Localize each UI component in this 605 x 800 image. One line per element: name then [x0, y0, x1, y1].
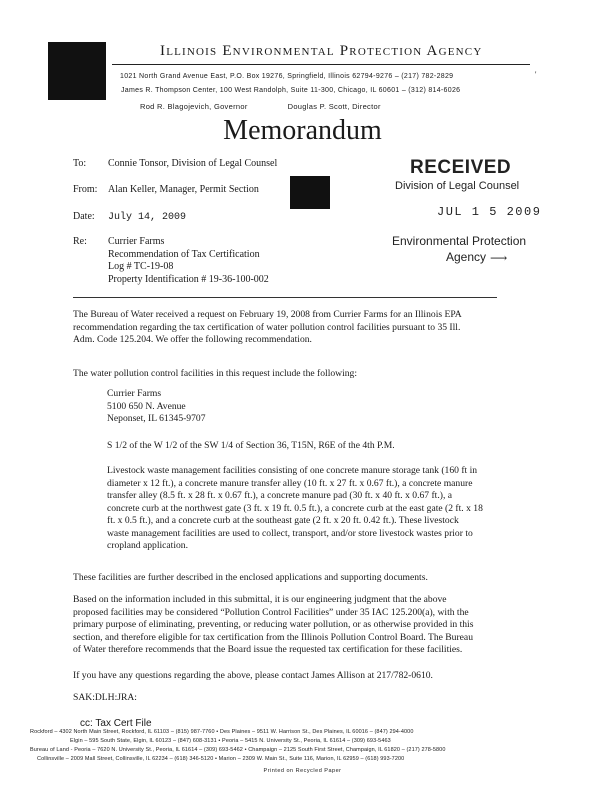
margin-mark: ': [535, 70, 537, 79]
date-label: Date:: [73, 211, 95, 222]
received-stamp-division: Division of Legal Counsel: [395, 180, 520, 192]
facility-address: [107, 388, 206, 426]
facilities-intro: The water pollution control facilities in this request include the following:: [73, 368, 358, 379]
footer-offices-line: Rockford – 4302 North Main Street, Rockford, IL 61103 – (815) 987-7760 • Des Plaines – 9511 W. Harrison St., Des Plaines, IL 60016 – (847) 294-4000: [30, 729, 414, 735]
paragraph-line: cropland application.: [107, 540, 188, 551]
paragraph-line: Livestock waste management facilities consisting of one concrete manure storage tank (160 ft in: [107, 465, 478, 476]
agency-name: Illinois Environmental Protection Agency: [160, 43, 483, 59]
re-subject: [108, 236, 269, 286]
footer-offices-line: Bureau of Land - Peoria – 7620 N. University St., Peoria, IL 61614 – (309) 693-5462 • Champaign – 2125 South First Street, Champaign, IL 61820 – (217) 278-5800: [30, 747, 446, 753]
header-divider: [73, 297, 497, 298]
re-line: Property Identification # 19-36-100-002: [108, 273, 269, 285]
received-stamp-agency-1: Environmental Protection: [392, 234, 527, 248]
contact-paragraph: If you have any questions regarding the above, please contact James Allison at 217/782-0610.: [73, 670, 433, 681]
director-name: Douglas P. Scott, Director: [287, 102, 381, 111]
from-value: Alan Keller, Manager, Permit Section: [108, 184, 259, 195]
address-line: 5100 650 N. Avenue: [107, 400, 186, 412]
letterhead-rule: [112, 64, 530, 65]
paragraph-line: proposed facilities may be considered “Pollution Control Facilities” under 35 IAC 125.200(a), with the: [73, 606, 469, 618]
footer-offices-line: Collinsville – 2009 Mall Street, Collinsville, IL 62234 – (618) 346-5120 • Marion – 2309 W. Main St., Suite 116, Marion, IL 62959 – (618) 993-7200: [37, 756, 405, 762]
re-line: Recommendation of Tax Certification: [108, 248, 260, 260]
reference-initials: SAK:DLH:JRA:: [73, 692, 137, 703]
chicago-address: James R. Thompson Center, 100 West Randolph, Suite 11-300, Chicago, IL 60601 – (312) 814-6026: [121, 87, 461, 94]
recycled-paper-note: Printed on Recycled Paper: [263, 768, 342, 774]
springfield-address: 1021 North Grand Avenue East, P.O. Box 19276, Springfield, Illinois 62794-9276 – (217) 782-2829: [120, 73, 454, 80]
paragraph-line: of Water therefore recommends that the Board issue the requested tax certification for these facilities.: [73, 644, 463, 655]
footer-offices-line: Elgin – 595 South State, Elgin, IL 60123 – (847) 608-3131 • Peoria – 5415 N. University St., Peoria, IL 61614 – (309) 693-5463: [70, 738, 391, 744]
intro-paragraph: [73, 309, 462, 347]
received-stamp-date: JUL 1 5 2009: [437, 205, 542, 219]
facilities-description: [107, 465, 483, 553]
date-value: July 14, 2009: [108, 212, 187, 223]
recommendation-paragraph: [73, 594, 473, 657]
stamp-arrow-icon: ⟶: [490, 251, 508, 265]
agency-logo: [48, 42, 106, 100]
supporting-docs-paragraph: These facilities are further described in the enclosed applications and supporting documents.: [73, 572, 428, 583]
paragraph-line: Adm. Code 125.204. We offer the following recommendation.: [73, 334, 312, 345]
paragraph-line: recommendation regarding the tax certification of water pollution control facilities pursuant to 35 Ill.: [73, 321, 461, 333]
paragraph-line: ft. x 0.5 ft.), and a concrete curb at the southeast gate (2 ft. x 20 ft. 0.42 ft.). These livestock: [107, 515, 459, 526]
paragraph-line: concrete curb at the northwest gate (3 ft. x 19 ft. 0.5 ft.), a concrete curb at the east gate (2 ft. x 18: [107, 502, 483, 514]
address-line: Neponset, IL 61345-9707: [107, 413, 206, 424]
governor-name: Rod R. Blagojevich, Governor: [140, 102, 248, 111]
cc-line: cc: Tax Cert File: [80, 718, 152, 729]
received-stamp-agency-2: Agency: [446, 250, 487, 264]
address-line: Currier Farms: [107, 388, 162, 399]
re-label: Re:: [73, 236, 87, 247]
from-label: From:: [73, 184, 98, 195]
paragraph-line: transfer alley (8.5 ft. x 28 ft. x 0.67 ft.), a concrete manure pad (30 ft. x 40 ft. x 0.67 ft.), a: [107, 490, 452, 501]
paragraph-line: section, and therefore eligible for tax certification from the Illinois Pollution Control Board. The Bureau: [73, 631, 473, 643]
paragraph-line: Based on the information included in this submittal, it is our engineering judgment that the above: [73, 594, 447, 605]
to-label: To:: [73, 158, 87, 169]
re-line: Log # TC-19-08: [108, 261, 174, 272]
paragraph-line: diameter x 12 ft.), a concrete manure transfer alley (10 ft. x 27 ft. x 0.67 ft.), a concrete manure: [107, 477, 473, 489]
redaction-box: [290, 176, 330, 209]
paragraph-line: The Bureau of Water received a request on February 19, 2008 from Currier Farms for an Illinois EPA: [73, 309, 462, 320]
legal-description: S 1/2 of the W 1/2 of the SW 1/4 of Section 36, T15N, R6E of the 4th P.M.: [107, 440, 395, 451]
paragraph-line: waste management facilities are used to collect, transport, and/or store livestock wastes prior to: [107, 527, 473, 539]
officials-line: [140, 102, 381, 111]
memo-title: Memorandum: [223, 115, 382, 146]
re-line: Currier Farms: [108, 236, 165, 247]
received-stamp-title: RECEIVED: [410, 157, 512, 178]
to-value: Connie Tonsor, Division of Legal Counsel: [108, 158, 278, 169]
paragraph-line: primary purpose of eliminating, preventing, or reducing water pollution, or as otherwise provided in this: [73, 619, 474, 630]
